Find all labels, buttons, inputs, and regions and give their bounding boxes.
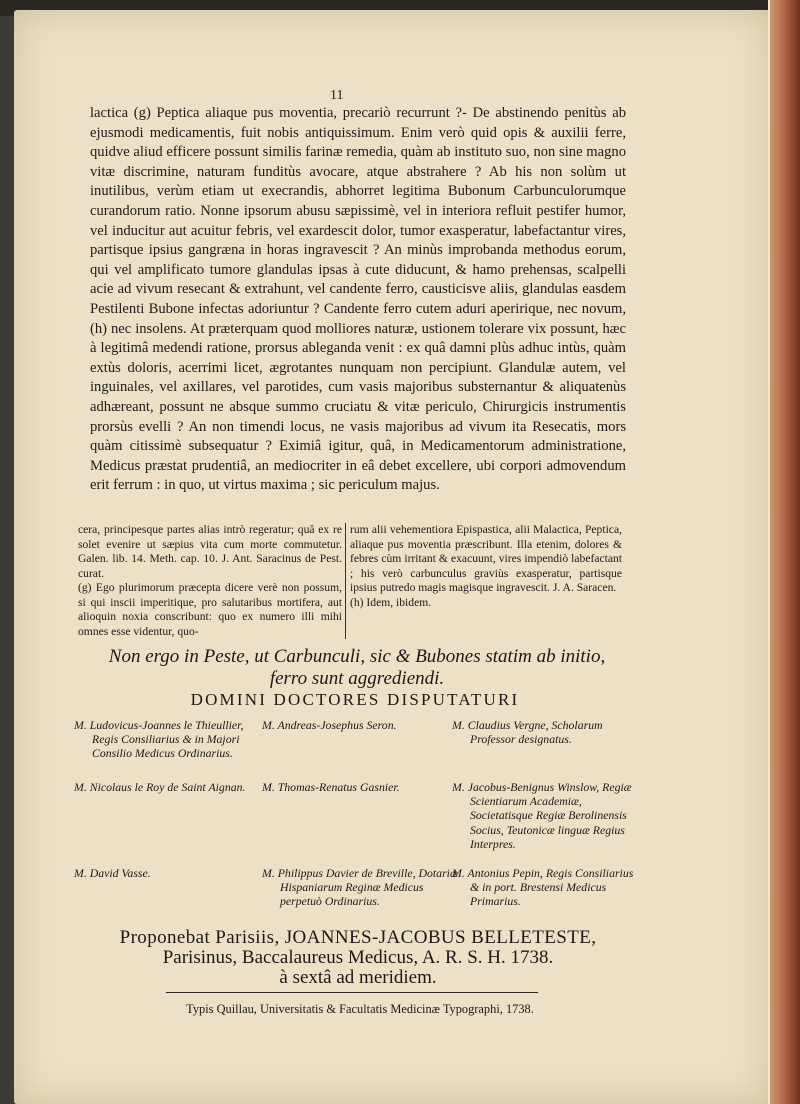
doctor-name: M. Jacobus-Benignus Winslow, Regiæ Scientiarum Academiæ, Societatisque Regiæ Berolinensis Socius, Teutonicæ linguæ Regius Interpres. — [452, 780, 632, 851]
footnotes-right — [350, 523, 622, 610]
main-paragraph: lactica (g) Peptica aliaque pus moventia, precariò recurrunt ?- De abstinendo penitùs ab ejusmodi medicamentis, fuit nobis antiquissimum. Enim verò quid opis & auxilii ferre, quidve aliud efficere possunt similis farinæ remedia, quàm ab instituto suo, non sine magno vitæ discrimine, naturam funditùs avocare, atque abstrahere ? Ab his non solùm ut inutilibus, verùm etiam ut execrandis, abhorret legitima Bubonum Carbunculorumque curandorum ratio. Nonne ipsorum abusu sæpissimè, vel in interiora refluit pestifer humor, vel inducitur aut acuitur febris, vel exardescit dolor, tumor exasperatur, labefactantur vires, partisque ipsius gangræna in horas ingravescit ? An minùs improbanda methodus eorum, qui vel amplificato tumore glandulas ipsas à cute diducunt, & hamo prehensas, scalpelli acie ad vivum resecant & extrahunt, vel candente ferro, causticisve aliis, glandulas easdem Pestilenti Bubone infectas adoriuntur ? Candente ferro cutem aduri aperirique, nec novum, (h) nec insolens. At præterquam quod molliores naturæ, ustionem tolerare vix possunt, hæc à legitimâ medendi ratione, prorsus ablegandа venit : ex quâ damni plùs adhuc intùs, quàm extùs doloris, acerrimi licet, ægrotantes nunquam non percipiunt. Glandulæ autem, vel inguinales, vel axillares, vel parotides, cum vasis majoribus substernantur & aliquatenùs adhæreant, possunt ne absque summo cruciatu & vitæ periculo, Chirurgicis instrumentis prorsùs evelli ? An non timendi locus, ne vasis majoribus ad vivum ita Resecatis, mors quàm citissimè subsequatur ? Eximiâ igitur, quâ, in Medicamentorum administratione, Medicus præstat prudentiâ, an mediocriter in eâ debet excellere, ubi corpori admovendum erit ferrum : in quo, ut virtus maxima ; sic periculum majus. — [90, 105, 626, 494]
doctor-name: M. Thomas-Renatus Gasnier. — [262, 780, 400, 794]
divider-rule — [166, 992, 538, 993]
column-divider — [345, 523, 346, 639]
main-text — [90, 104, 626, 496]
footnote-h: (h) Idem, ibidem. — [350, 595, 432, 609]
doctor-name: M. Philippus Davier de Breville, Dotariæ Hispaniarum Reginæ Medicus perpetuò Ordinarius. — [262, 866, 458, 909]
doctors-heading: DOMINI DOCTORES DISPUTATURI — [190, 690, 520, 709]
footnotes-left — [78, 523, 342, 639]
proposer-line-1: Proponebat Parisiis, JOANNES-JACOBUS BELLETESTE, — [119, 927, 597, 948]
thesis-line-2: ferro sunt aggrediendi. — [269, 668, 445, 689]
printer-line: Typis Quillau, Universitatis & Facultatis Medicinæ Typographi, 1738. — [186, 1002, 534, 1016]
thesis-statement — [70, 646, 644, 690]
book-cover-edge — [770, 0, 800, 1104]
doctor-name: M. Claudius Vergne, Scholarum Professor designatus. — [452, 718, 603, 747]
doctor-name: M. Ludovicus-Joannes le Thieullier, Regis Consiliarius & in Majori Consilio Medicus Ordinarius. — [74, 718, 244, 761]
proposer-line-2: Parisinus, Baccalaureus Medicus, A. R. S. H. 1738. — [162, 947, 554, 968]
doctor-name: M. Andreas-Josephus Seron. — [262, 718, 397, 732]
thesis-line-1: Non ergo in Peste, ut Carbunculi, sic & Bubones statim ab initio, — [108, 646, 606, 667]
page-number: 11 — [330, 88, 344, 103]
doctor-name: M. David Vasse. — [74, 866, 151, 880]
doctor-name: M. Nicolaus le Roy de Saint Aignan. — [74, 780, 246, 794]
proposer-line-3: à sextâ ad meridiem. — [279, 967, 437, 988]
doctor-name: M. Antonius Pepin, Regis Consiliarius & in port. Brestensi Medicus Primarius. — [452, 866, 634, 909]
footnote-continued: rum alii vehementiora Epispastica, alii Malactica, Peptica, aliaque pus moventia præscribunt. Illa etenim, dolores & febres cùm irritant & exacuunt, vires impendiò labefactant ; his verò carbunculus graviùs exasperatur, partisque ipsius putredo magis magisque ingravescit. J. A. Saracen. — [350, 523, 622, 594]
proposer-block — [70, 928, 646, 988]
footnote: cera, principesque partes alias intrò regeratur; quâ ex re solet evenire ut sæpius vita cum morte commutetur. Galen. lib. 14. Meth. cap. 10. J. Ant. Saracinus de Pest. curat. — [78, 523, 342, 580]
footnote-g: (g) Ego plurimorum præcepta dicere verè non possum, si qui inscii imperitique, pro salutaribus mortifera, aut alioquin noxia conscribunt: quo ex numero illi mihi omnes esse videntur, quo- — [78, 581, 342, 638]
